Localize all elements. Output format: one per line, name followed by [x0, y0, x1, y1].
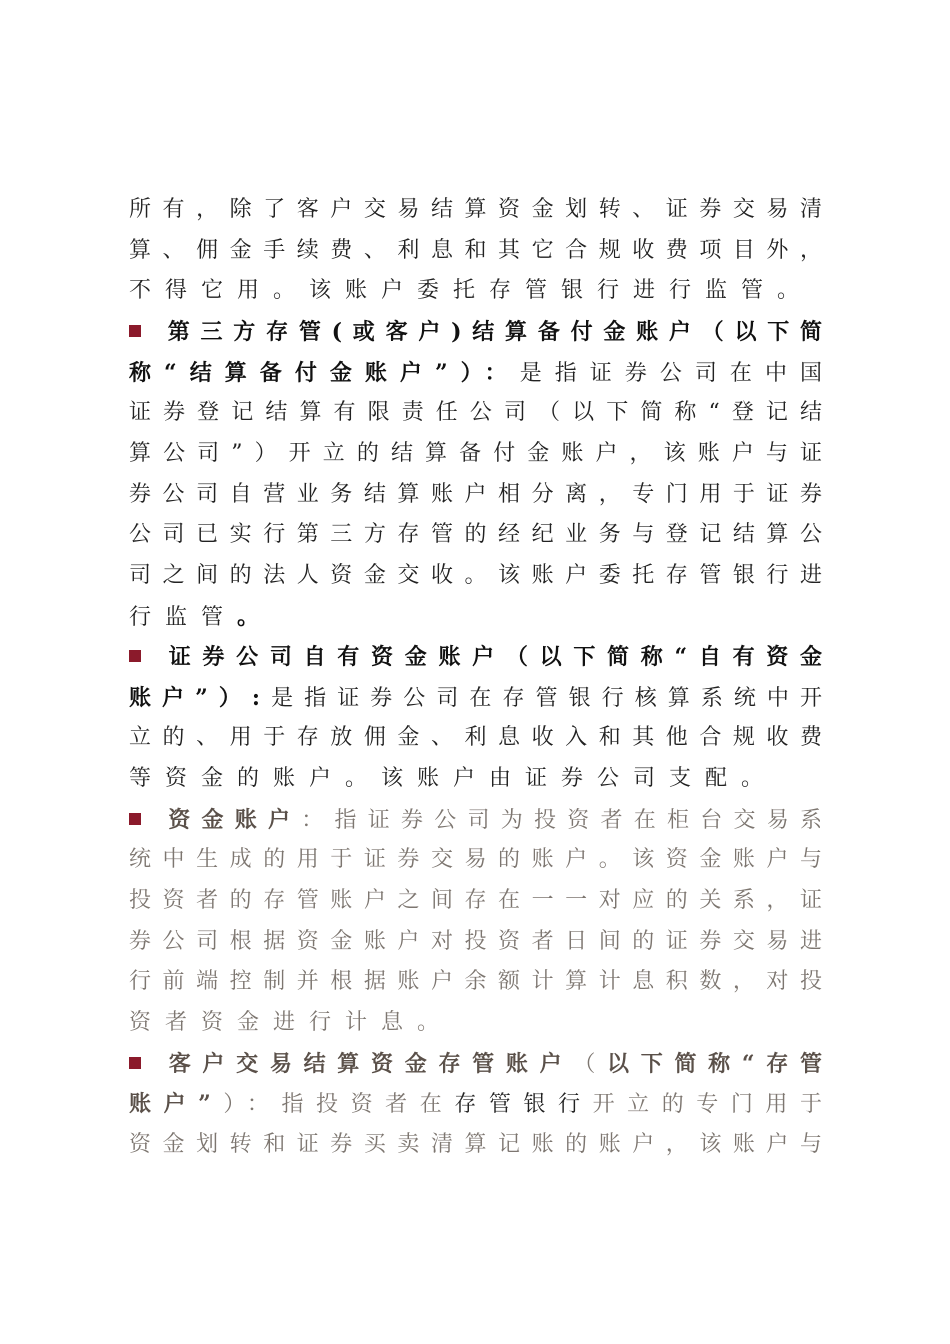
text-line [129, 312, 822, 352]
text-run: ）：指投资者在 [210, 1092, 455, 1118]
text-run: 行前端控制并根据账户余额计算计息积数，对投 [129, 969, 822, 995]
text-line [129, 678, 822, 718]
text-line [129, 393, 822, 433]
text-run: 投资者的存管账户之间存在一一对应的关系，证 [129, 888, 822, 914]
text-run: 公司已实行第三方存管的经纪业务与登记结算公 [129, 522, 822, 548]
text-line [129, 759, 822, 799]
text-run: 行监管 [129, 604, 238, 630]
text-run: 以下简称“存管 [607, 1050, 822, 1077]
text-run: 券公司根据资金账户对投资者日间的证券交易进 [129, 928, 822, 954]
text-run: 客户交易结算资金存管账户 [157, 1050, 574, 1077]
text-line [129, 922, 822, 962]
text-line [129, 353, 822, 393]
text-line [129, 515, 822, 555]
text-line [129, 962, 822, 1002]
text-run: 司之间的法人资金交收。该账户委托存管银行进 [129, 562, 822, 588]
bullet-square-icon [129, 813, 141, 825]
text-line [129, 1003, 822, 1043]
text-line [129, 881, 822, 921]
text-line [129, 1044, 822, 1084]
text-run: 等资金的账户。该账户由证券公司支配。 [129, 766, 778, 792]
text-run: 资金账户 [157, 806, 302, 833]
text-run: 账户” [129, 1091, 211, 1118]
text-run: 不得它用。该账户委托存管银行进行监管。 [129, 278, 814, 304]
bullet-square-icon [129, 650, 141, 662]
text-run: 所有，除了客户交易结算资金划转、证券交易清 [129, 197, 822, 222]
text-run: 算、佣金手续费、利息和其它合规收费项目外， [129, 237, 822, 263]
bullet-square-icon [129, 325, 141, 337]
text-run: 统中生成的用于证券交易的账户。该资金账户与 [129, 847, 822, 873]
text-line [129, 1125, 822, 1165]
text-run: 账户”）: [129, 684, 261, 711]
text-line [129, 637, 822, 677]
text-run: 算公司”）开立的结算备付金账户，该账户与证 [129, 440, 822, 466]
text-run: 。 [237, 603, 274, 630]
text-line [129, 271, 822, 311]
text-line [129, 434, 822, 474]
text-line [129, 718, 822, 758]
text-run: 资者资金进行计息。 [129, 1010, 454, 1035]
text-run: （ [573, 1051, 608, 1077]
text-run: 是指证券公司在中国 [519, 360, 822, 386]
text-run: 立的、用于存放佣金、利息收入和其他合规收费 [129, 725, 822, 751]
text-line [129, 475, 822, 515]
text-run: 券公司自营业务结算账户相分离，专门用于证券 [129, 481, 822, 507]
text-run: 资金划转和证券买卖清算记账的账户，该账户与 [129, 1131, 822, 1157]
bullet-square-icon [129, 1057, 141, 1069]
text-run: 证券登记结算有限责任公司（以下简称“登记结 [129, 400, 822, 426]
text-line [129, 840, 822, 880]
text-run: 第三方存管(或客户)结算备付金账户（以下简 [157, 318, 822, 345]
text-run: 证券公司自有资金账户（以下简称“自有资金 [157, 644, 822, 671]
text-line [129, 190, 822, 230]
text-line [129, 231, 822, 271]
text-line [129, 1084, 822, 1124]
text-run: 是指证券公司在存管银行核算系统中开 [260, 685, 822, 711]
text-line [129, 800, 822, 840]
text-run: 称“结算备付金账户”）： [129, 359, 520, 386]
text-run: 存管银行 [454, 1092, 593, 1118]
text-line [129, 597, 822, 637]
text-run: ：指证券公司为投资者在柜台交易系 [301, 807, 822, 833]
text-line [129, 556, 822, 596]
text-run: 开立的专门用于 [592, 1092, 822, 1118]
